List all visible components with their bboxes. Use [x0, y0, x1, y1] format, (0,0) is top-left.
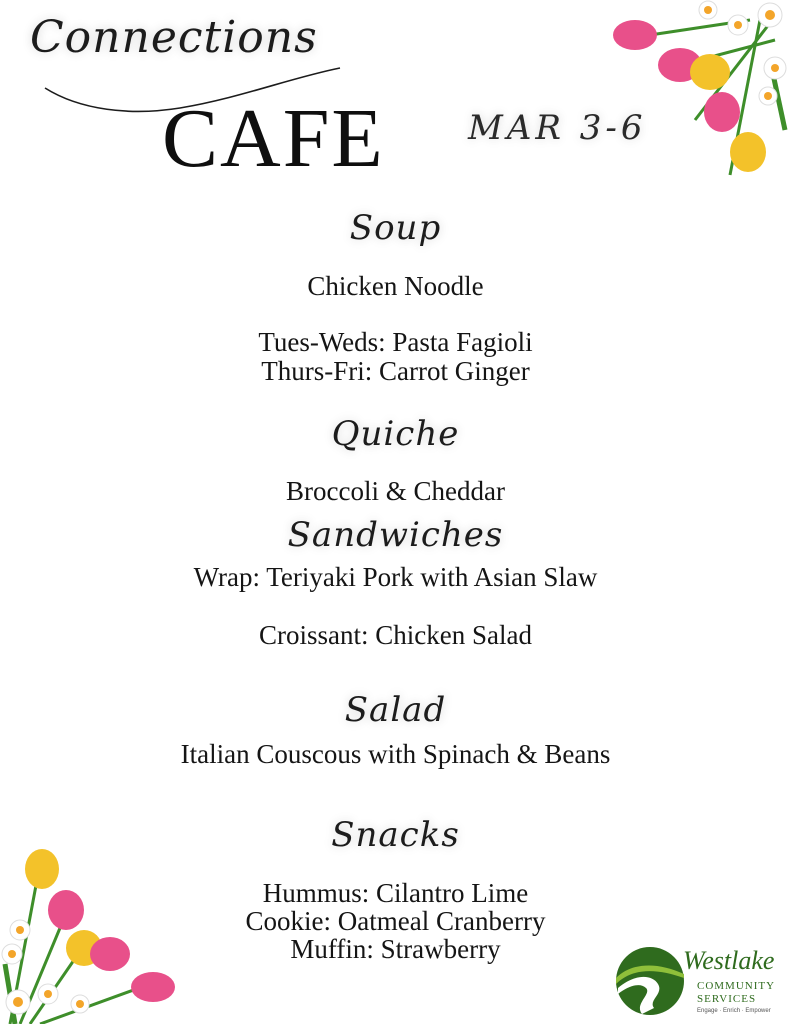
snacks-item-3: Muffin: Strawberry: [290, 934, 501, 964]
soup-item-1: Chicken Noodle: [307, 271, 484, 301]
sandwich-item-1: Wrap: Teriyaki Pork with Asian Slaw: [193, 562, 598, 592]
sandwich-item-2: Croissant: Chicken Salad: [259, 620, 532, 650]
snacks-item-2: Cookie: Oatmeal Cranberry: [245, 906, 546, 936]
logo-line-1: COMMUNITY: [697, 980, 776, 992]
snacks-heading: Snacks: [331, 815, 460, 855]
logo-name: Westlake: [683, 946, 775, 975]
quiche-heading: Quiche: [331, 414, 460, 454]
tulip-bouquet-bottom-left: [0, 844, 180, 1024]
logo-subtitle: [697, 980, 775, 1006]
snacks-item-1: Hummus: Cilantro Lime: [262, 878, 529, 908]
soup-item-3: Thurs-Fri: Carrot Ginger: [261, 356, 530, 386]
tulip-bouquet-top-right: [610, 0, 791, 180]
logo-line-2: SERVICES: [697, 993, 757, 1005]
soup-heading: Soup: [349, 208, 442, 248]
soup-item-2: Tues-Weds: Pasta Fagioli: [258, 327, 533, 357]
brand-script-title: Connections: [30, 12, 318, 63]
logo-tagline: Engage · Enrich · Empower: [697, 1008, 771, 1014]
salad-heading: Salad: [344, 690, 447, 730]
westlake-logo-mark: [612, 944, 690, 1018]
sandwiches-heading: Sandwiches: [287, 515, 504, 555]
cafe-title: CAFE: [162, 92, 385, 185]
quiche-item-1: Broccoli & Cheddar: [286, 476, 505, 506]
menu-date: MAR 3-6: [468, 108, 647, 148]
salad-item-1: Italian Couscous with Spinach & Beans: [180, 739, 611, 769]
